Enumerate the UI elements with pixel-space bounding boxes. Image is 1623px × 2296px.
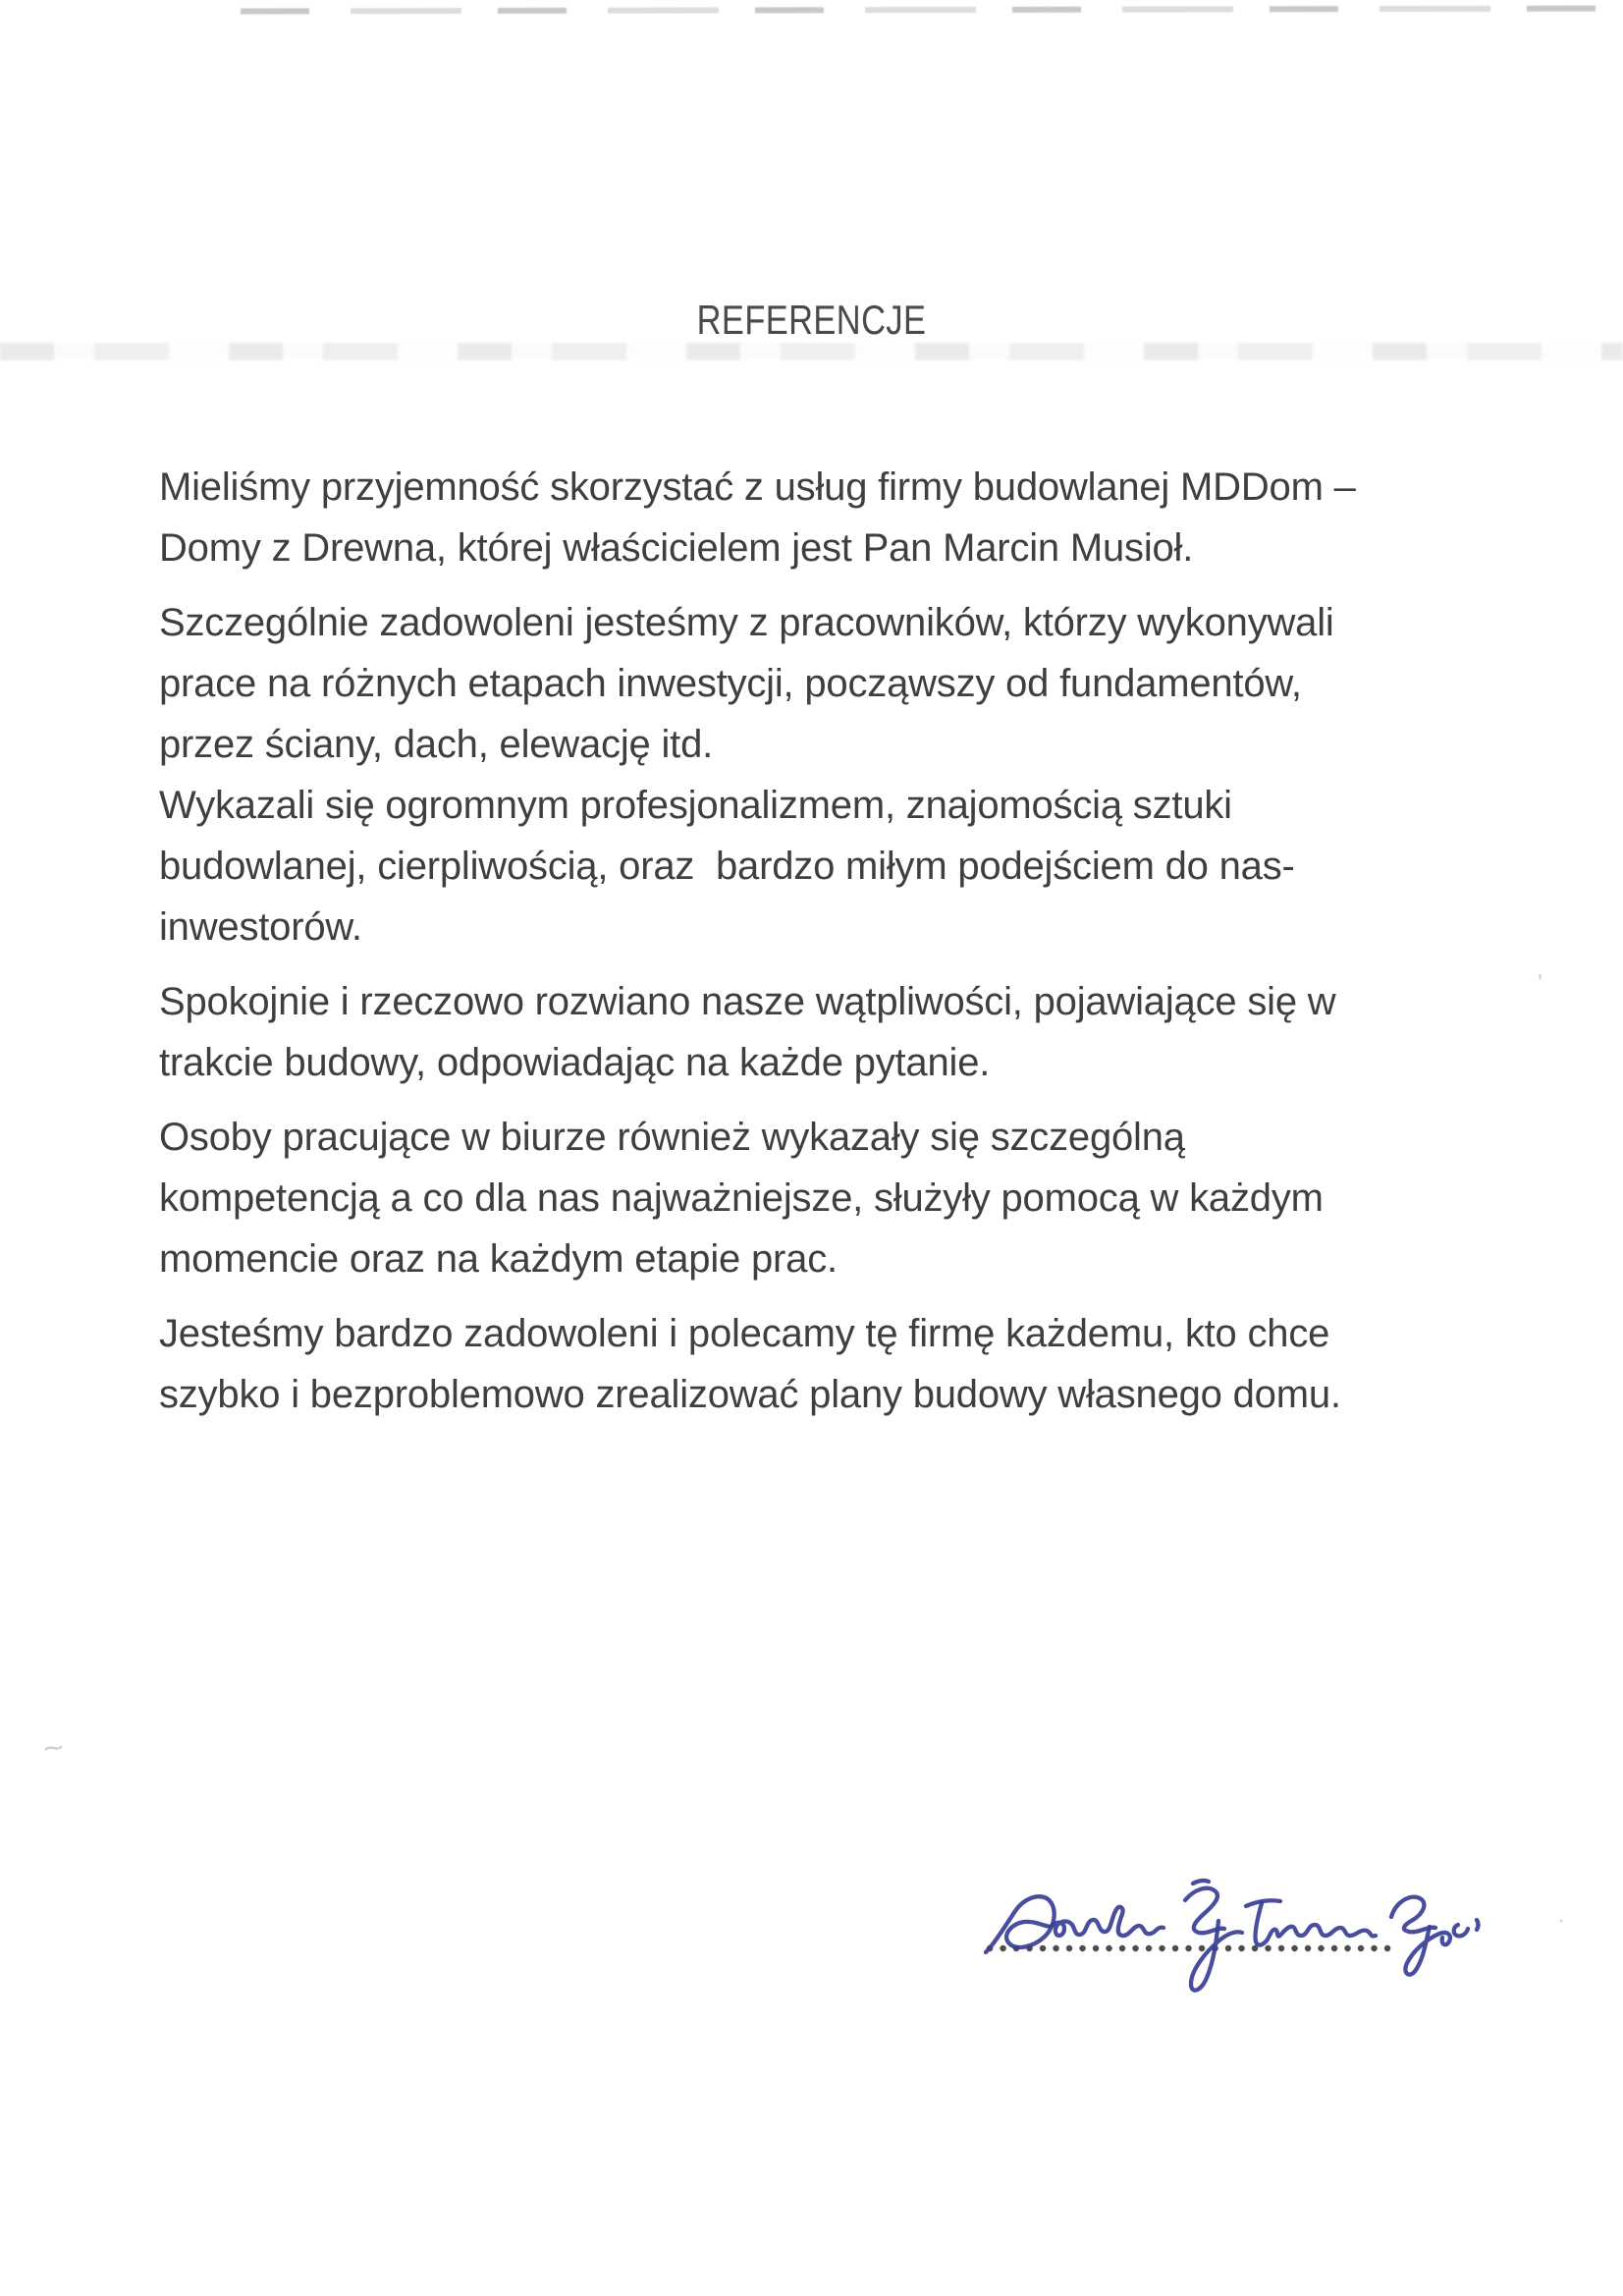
signature-stroke [986, 1896, 1055, 1952]
text-line: szybko i bezproblemowo zrealizować plany budowy własnego domu. [159, 1373, 1341, 1416]
paragraph [159, 775, 1455, 957]
paragraph [159, 457, 1455, 578]
scan-speck: ' [1538, 968, 1542, 998]
text-line: momencie oraz na każdym etapie prac. [159, 1237, 838, 1281]
signature-stroke [1454, 1925, 1468, 1936]
paragraph [159, 1303, 1455, 1425]
text-line: Wykazali się ogromnym profesjonalizmem, znajomością sztuki [159, 784, 1232, 827]
signature-stroke [1051, 1907, 1163, 1936]
scan-artifact-band [0, 343, 1623, 360]
scan-artifact-top-line [241, 6, 1623, 15]
text-line: Spokojnie i rzeczowo rozwiano nasze wątpliwości, pojawiające się w [159, 980, 1336, 1023]
text-line: kompetencją a co dla nas najważniejsze, służyły pomocą w każdym [159, 1176, 1324, 1220]
page-title-text: REFERENCJE [696, 297, 927, 343]
text-line: budowlanej, cierpliwością, oraz bardzo miłym podejściem do nas- [159, 845, 1295, 888]
page-title [0, 298, 1623, 343]
paragraph [159, 1107, 1455, 1289]
text-line: Mieliśmy przyjemność skorzystać z usług firmy budowlanej MDDom – [159, 465, 1356, 509]
signature-stroke [1193, 1881, 1209, 1884]
scan-speck: ~ [40, 1725, 67, 1770]
text-line: trakcie budowy, odpowiadając na każde pytanie. [159, 1041, 991, 1084]
text-line: prace na różnych etapach inwestycji, począwszy od fundamentów, [159, 662, 1302, 705]
text-line: inwestorów. [159, 905, 362, 949]
text-line: Osoby pracujące w biurze również wykazały się szczególną [159, 1116, 1185, 1159]
paragraph [159, 971, 1455, 1093]
signature-stroke [1255, 1903, 1376, 1945]
text-line: Jesteśmy bardzo zadowoleni i polecamy tę firmę każdemu, kto chce [159, 1312, 1330, 1355]
body-text [159, 457, 1455, 1439]
scan-speck: · [1557, 1907, 1565, 1934]
text-line: Domy z Drewna, której właścicielem jest Pan Marcin Musioł. [159, 526, 1194, 570]
signature-stroke [1477, 1920, 1479, 1930]
text-line: Szczególnie zadowoleni jesteśmy z pracowników, którzy wykonywali [159, 601, 1334, 644]
signature-handwriting [962, 1866, 1492, 2003]
text-line: przez ściany, dach, elewację itd. [159, 723, 714, 766]
paragraph [159, 592, 1455, 775]
